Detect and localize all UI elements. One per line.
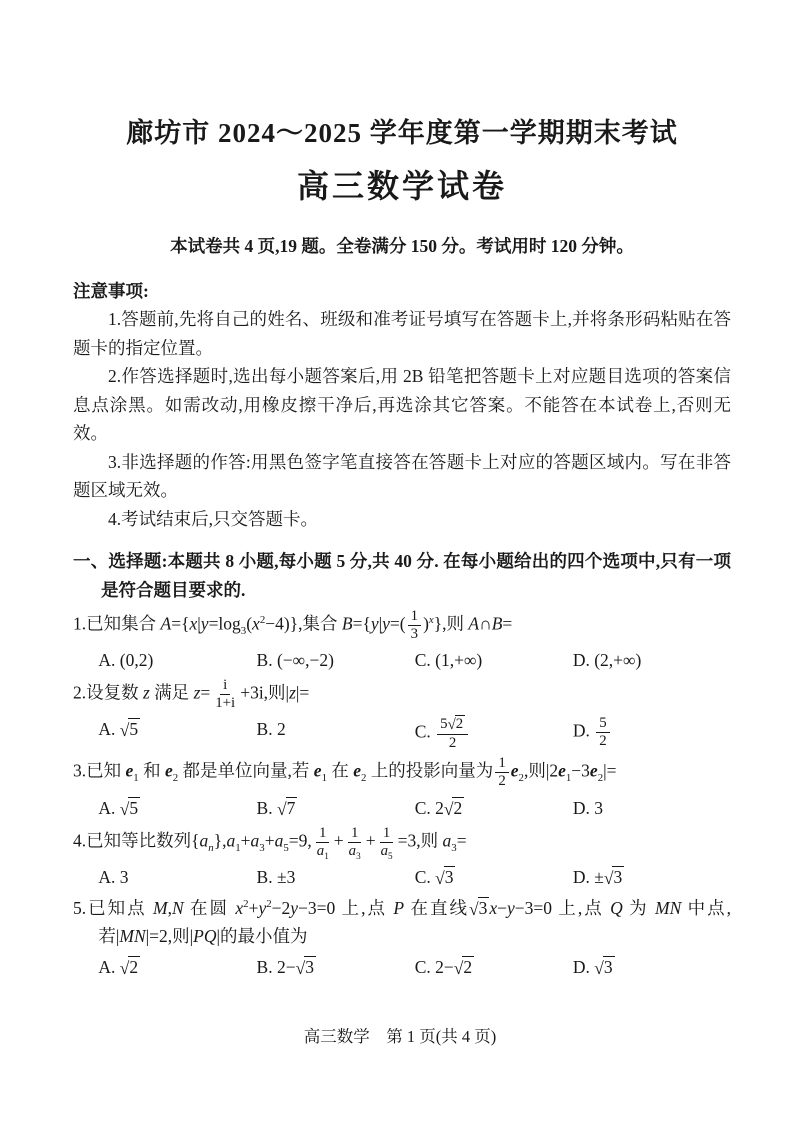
question-4-options	[98, 863, 731, 891]
page-footer: 高三数学 第 1 页(共 4 页)	[303, 1027, 497, 1046]
question-4-option-D: D. ±√3	[572, 866, 623, 888]
exam-info-line: 本试卷共 4 页,19 题。全卷满分 150 分。考试用时 120 分钟。	[170, 236, 634, 256]
question-1-option-B: B. (−∞,−2)	[256, 650, 334, 671]
question-5-option-B: B. 2−√3	[256, 956, 314, 978]
question-5	[73, 894, 731, 981]
notice-item-4: 4.考试结束后,只交答题卡。	[108, 508, 318, 529]
question-4	[73, 825, 731, 891]
question-5-option-A: A. √2	[98, 956, 139, 978]
question-2-stem: 2.设复数 z 满足 z= $\frac{i}{1+i}$ +3i,则|z|=	[73, 677, 310, 712]
exam-subtitle: 高三数学试卷	[296, 168, 507, 204]
questions-container	[73, 608, 731, 981]
question-5-option-D: D. √3	[572, 956, 613, 978]
question-4-option-C: C. √3	[414, 866, 454, 888]
question-3-option-A: A. √5	[98, 797, 139, 819]
question-4-stem: 4.已知等比数列$\{a_n\},a_1+a_3+a_5=9$, $\frac{1}{a_1}$ + $\frac{1}{a_3}$ + $\frac{1}{a_5}$ =3,则 $a_3=$	[73, 824, 467, 861]
question-3-option-D: D. 3	[572, 797, 603, 818]
question-1	[73, 608, 731, 674]
page-content	[73, 116, 731, 984]
question-5-options	[98, 953, 731, 981]
question-2	[73, 677, 731, 752]
question-3-option-C: C. 2√2	[414, 797, 463, 819]
question-1-stem: 1.已知集合 $A=\{x|y=\log_3(x^2-4)\}$,集合 B={y|y=( $\frac{1}{3}$ )$^x$},则 A∩B=	[73, 608, 513, 643]
notice-item-1: 1.答题前,先将自己的姓名、班级和准考证号填写在答题卡上,并将条形码粘贴在答题卡的指定位置。	[73, 309, 731, 358]
question-2-option-A: A. √5	[98, 719, 139, 741]
question-3-options	[98, 794, 731, 822]
question-1-options	[98, 646, 731, 674]
notice-item-2: 2.作答选择题时,选出每小题答案后,用 2B 铅笔把答题卡上对应题目选项的答案信息点涂黑。如需改动,用橡皮擦干净后,再选涂其它答案。不能答在本试卷上,否则无效。	[73, 366, 731, 443]
question-1-option-A: A. (0,2)	[98, 650, 154, 671]
question-2-option-C: C. $\frac{5√2}{2}$	[415, 715, 573, 752]
notice-item-3: 3.非选择题的作答:用黑色签字笔直接答在答题卡上对应的答题区域内。写在非答题区域无效。	[73, 451, 731, 500]
section-1-heading: 一、选择题:本题共 8 小题,每小题 5 分,共 40 分. 在每小题给出的四个选项中,只有一项是符合题目要求的.	[73, 551, 731, 600]
question-3-option-B: B. √7	[256, 797, 296, 819]
question-1-option-C: C. (1,+∞)	[414, 650, 483, 671]
question-4-option-A: A. 3	[98, 866, 129, 887]
question-2-option-D: D. $\frac{5}{2}$	[573, 715, 731, 752]
question-3	[73, 755, 731, 821]
exam-title: 廊坊市 2024～2025 学年度第一学期期末考试	[126, 118, 678, 148]
question-3-stem: 3.已知 $e_1$ 和 $e_2$ 都是单位向量,若 $e_1$ 在 $e_2$ 上的投影向量为 $\frac{1}{2}$ $e_2$,则$|2e_1-3e_2|=$	[73, 755, 617, 790]
question-5-option-C: C. 2−√2	[414, 956, 473, 978]
question-2-options	[98, 715, 731, 752]
question-2-option-B: B. 2	[256, 719, 286, 740]
notice-heading: 注意事项:	[73, 281, 149, 301]
question-1-option-D: D. (2,+∞)	[572, 650, 642, 671]
question-4-option-B: B. ±3	[256, 866, 296, 887]
question-5-stem: 5.已知点 M,N 在圆 $x^2+y^2-2y-3=0$ 上,点 P 在直线√3 x−y−3=0 上,点 Q 为 MN 中点,若|MN|=2,则|PQ|的最小值为	[73, 897, 732, 946]
